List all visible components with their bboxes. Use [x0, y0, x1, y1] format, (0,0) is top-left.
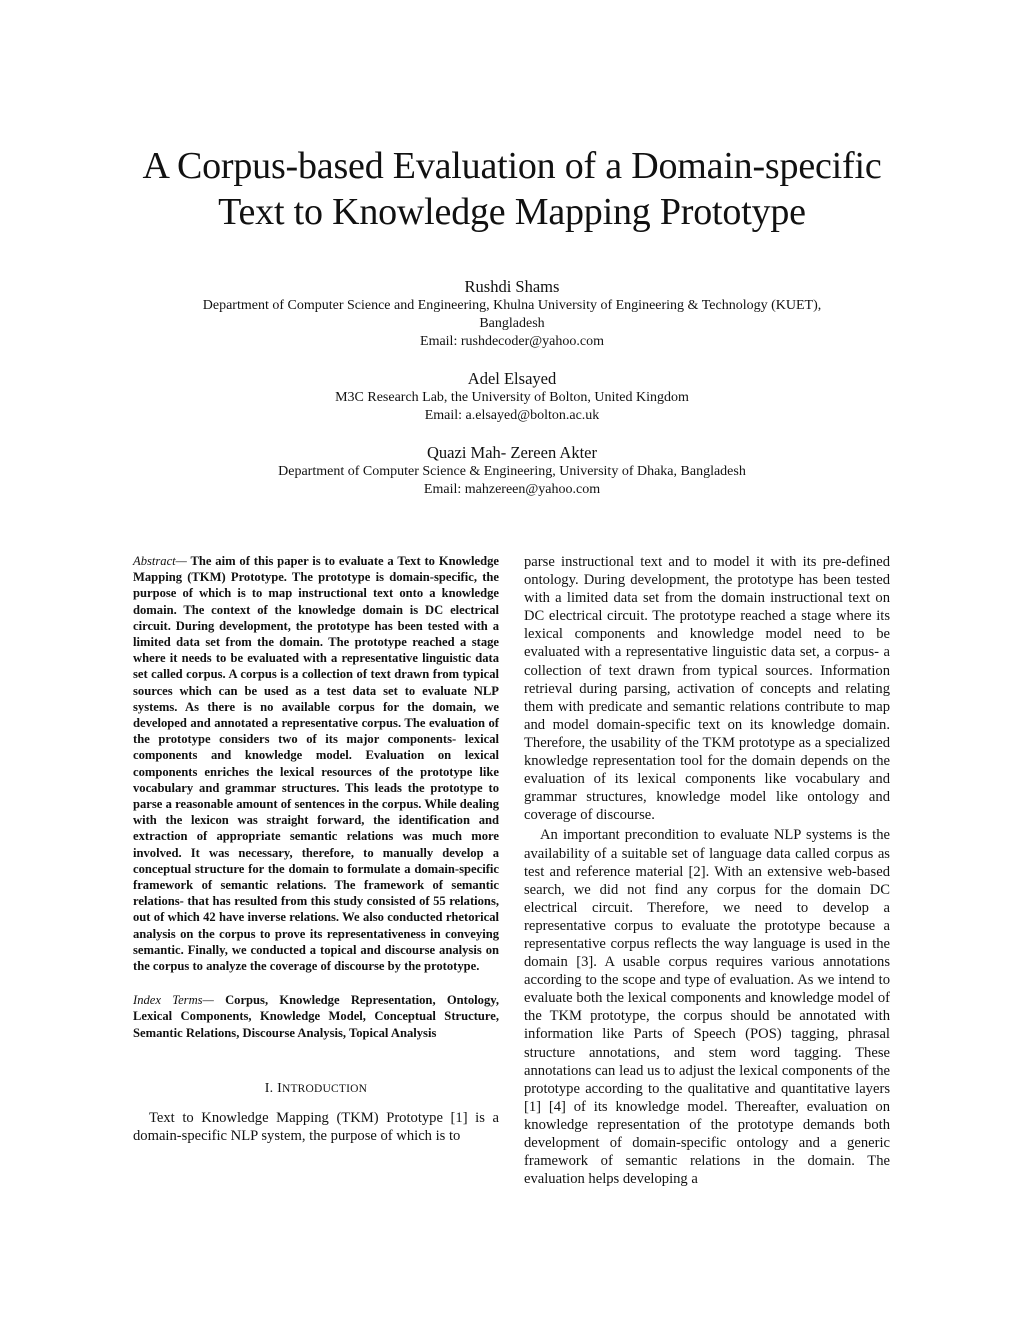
author-affiliation: Department of Computer Science and Engineering, Khulna University of Engineering & Technology (KUET),: [202, 298, 822, 313]
abstract-label: Abstract—: [133, 554, 187, 568]
author-email: Email: a.elsayed@bolton.ac.uk: [424, 408, 600, 423]
author-block-3: [100, 443, 924, 499]
intro-paragraph-1: Text to Knowledge Mapping (TKM) Prototype [1] is a domain-specific NLP system, the purpose of which is to: [133, 1109, 499, 1144]
section-title-rest: NTRODUCTION: [281, 1082, 368, 1095]
right-paragraph-1: parse instructional text and to model it with its pre-defined ontology. During development, the prototype has been tested with a limited data set from the domain instructional text on DC electrical circuit. The prototype reached a stage where its lexical components and knowledge model need to be evaluated with a representative linguistic data set, a corpus- a collection of text drawn from typical sources. Information retrieval during parsing, activation of concepts and relating them with predicate and semantic relations contribute to map and model domain-specific text on its knowledge domain. Therefore, the usability of the TKM prototype as a specialized knowledge representation tool for the domain depends on the evaluation of its lexical components like vocabulary and grammar structures, knowledge model like ontology and coverage of discourse.: [524, 554, 890, 824]
index-terms: [133, 992, 499, 1041]
paper-title: [80, 143, 944, 235]
author-name: Adel Elsayed: [467, 369, 557, 388]
author-affiliation-country: Bangladesh: [479, 316, 545, 331]
right-paragraph-2: An important precondition to evaluate NLP systems is the availability of a suitable set of language data called corpus as test and reference material [2]. With an extensive web-based search, we did not find any corpus for the domain DC electrical circuit. Therefore, we need to develop a representative corpus to evaluate the prototype because a representative corpus reflects the way language is used in the domain [3]. A usable corpus requires various annotations according to the scope and type of evaluation. As we intend to evaluate both the lexical components and knowledge model of the TKM prototype, the corpus should be annotated with information like Parts of Speech (POS) tagging, phrasal structure annotations, and stem word tagging. These annotations can lead us to adjust the lexical components of the prototype according to the qualitative and quantitative layers [1] [4] of its knowledge model. Thereafter, evaluation on knowledge representation of the prototype demands both development of domain-specific ontology and a generic framework of semantic relations in the domain. The evaluation helps developing a: [524, 827, 890, 1188]
section-title-initial: I: [277, 1080, 282, 1096]
author-name: Rushdi Shams: [464, 277, 560, 296]
author-affiliation: Department of Computer Science & Engineering, University of Dhaka, Bangladesh: [278, 464, 746, 479]
title-line-1: A Corpus-based Evaluation of a Domain-specific: [142, 145, 882, 187]
section-heading-introduction: [133, 1081, 499, 1097]
index-terms-label: Index Terms—: [133, 993, 214, 1008]
right-column: [524, 553, 890, 1188]
abstract: [133, 553, 499, 974]
abstract-text: The aim of this paper is to evaluate a Text to Knowledge Mapping (TKM) Prototype. The prototype is domain-specific, the purpose of which is to map instructional text onto a knowledge domain. The context of the knowledge domain is DC electrical circuit. During development, the prototype has been tested with a limited data set from the domain. The prototype reached a stage where it needs to be evaluated with a representative linguistic data set called corpus. A corpus is a collection of text drawn from typical sources which can be used as a test data set to evaluate NLP systems. As there is no available corpus for the domain, we developed and annotated a representative corpus. The evaluation of the prototype considers two of its major components- lexical components and knowledge model. Evaluation on lexical components enriches the lexical resources of the prototype like vocabulary and grammar structures. This leads the prototype to parse a reasonable amount of sentences in the corpus. While dealing with the lexicon was straight forward, the identification and extraction of appropriate semantic relations was much more involved. It was necessary, therefore, to manually develop a conceptual structure for the domain to formulate a domain-specific framework of semantic relations. The framework of semantic relations- that has resulted from this study consisted of 55 relations, out of which 42 have inverse relations. We also conducted rhetorical analysis on the corpus to prove its representativeness in conveying semantic. Finally, we conducted a topical and discourse analysis on the corpus to analyze the coverage of discourse by the prototype.: [133, 554, 499, 974]
author-email: Email: rushdecoder@yahoo.com: [420, 334, 604, 349]
left-column: [133, 553, 499, 1145]
author-block-1: [100, 277, 924, 351]
title-line-2: Text to Knowledge Mapping Prototype: [218, 191, 806, 233]
section-number: I.: [264, 1080, 274, 1096]
author-email: Email: mahzereen@yahoo.com: [423, 482, 601, 497]
index-terms-text: Corpus, Knowledge Representation, Ontology, Lexical Components, Knowledge Model, Conceptual Structure, Semantic Relations, Discourse Analysis, Topical Analysis: [133, 993, 499, 1040]
author-name: Quazi Mah- Zereen Akter: [427, 443, 597, 462]
author-block-2: [100, 369, 924, 425]
author-affiliation: M3C Research Lab, the University of Bolton, United Kingdom: [335, 390, 689, 405]
